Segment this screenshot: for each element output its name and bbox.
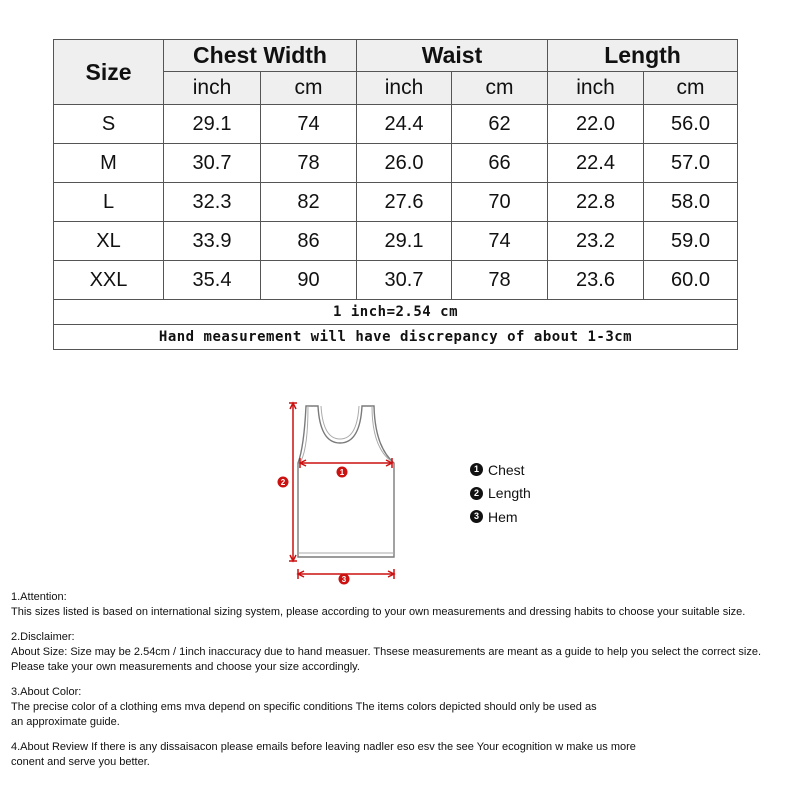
tank-top-outline [298,406,394,557]
header-size: Size [54,40,164,105]
conversion-row [54,300,738,325]
number-2-icon: 2 [470,487,483,500]
note-text: conent and serve you better. [11,756,150,768]
table-cell: 30.7 [164,144,261,183]
neckline-inner [321,406,359,439]
table-cell: 27.6 [357,183,452,222]
conversion-note: 1 inch=2.54 cm [54,300,738,325]
table-cell: 74 [261,105,357,144]
table-cell: 26.0 [357,144,452,183]
legend-label: Chest [488,461,525,478]
table-cell: 78 [261,144,357,183]
note-title: 1.Attention: [11,591,67,603]
unit-cell: cm [261,72,357,105]
discrepancy-note: Hand measurement will have discrepancy of about 1-3cm [54,325,738,350]
unit-cell: inch [164,72,261,105]
legend-label: Hem [488,508,518,525]
size-cell: XL [54,222,164,261]
unit-cell: cm [644,72,738,105]
note-text: The precise color of a clothing ems mva depend on specific conditions The items colors depicted should only be used as [11,701,597,713]
header-waist: Waist [357,40,548,72]
unit-cell: cm [452,72,548,105]
table-cell: 23.2 [548,222,644,261]
table-row [54,105,738,144]
table-cell: 60.0 [644,261,738,300]
table-cell: 30.7 [357,261,452,300]
table-cell: 56.0 [644,105,738,144]
table-row [54,144,738,183]
size-cell: L [54,183,164,222]
svg-text:1: 1 [339,468,345,477]
marker-1 [337,467,348,478]
legend-item-length [470,482,531,506]
table-cell: 32.3 [164,183,261,222]
table-cell: 78 [452,261,548,300]
table-cell: 29.1 [164,105,261,144]
number-1-icon: 1 [470,463,483,476]
table-cell: 62 [452,105,548,144]
table-cell: 22.0 [548,105,644,144]
size-cell: M [54,144,164,183]
notes-section [11,590,796,780]
header-length: Length [548,40,738,72]
table-cell: 58.0 [644,183,738,222]
table-row [54,222,738,261]
size-cell: S [54,105,164,144]
length-measure-line [289,403,297,561]
marker-3 [339,574,350,585]
table-cell: 22.4 [548,144,644,183]
note-title: 2.Disclaimer: [11,631,75,643]
table-row [54,261,738,300]
tank-top-diagram [270,395,410,590]
legend-item-chest [470,458,531,482]
note-text: This sizes listed is based on international sizing system, please according to your own measurements and dressing habits to choose your suitable size. [11,606,746,618]
table-row [54,183,738,222]
note-title: 3.About Color: [11,686,82,698]
note-about-review [11,740,796,770]
table-cell: 29.1 [357,222,452,261]
table-cell: 57.0 [644,144,738,183]
table-cell: 86 [261,222,357,261]
discrepancy-row [54,325,738,350]
header-chest-width: Chest Width [164,40,357,72]
measurement-legend [470,458,531,529]
table-cell: 33.9 [164,222,261,261]
note-text: About Size: Size may be 2.54cm / 1inch inaccuracy due to hand measuer. Thsese measurements are meant as a guide to help you select the correct size. [11,646,762,658]
note-about-color [11,685,796,730]
table-cell: 74 [452,222,548,261]
table-cell: 24.4 [357,105,452,144]
legend-label: Length [488,485,531,502]
header-row [54,40,738,72]
svg-text:2: 2 [280,478,286,487]
svg-text:3: 3 [341,575,347,584]
table-cell: 90 [261,261,357,300]
note-attention [11,590,796,620]
table-cell: 70 [452,183,548,222]
table-cell: 35.4 [164,261,261,300]
size-chart-table [53,39,738,350]
number-3-icon: 3 [470,510,483,523]
size-cell: XXL [54,261,164,300]
table-cell: 82 [261,183,357,222]
table-cell: 59.0 [644,222,738,261]
table-cell: 22.8 [548,183,644,222]
unit-cell: inch [357,72,452,105]
note-text: Please take your own measurements and choose your size accordingly. [11,661,360,673]
unit-cell: inch [548,72,644,105]
table-cell: 23.6 [548,261,644,300]
table-cell: 66 [452,144,548,183]
note-text: an approximate guide. [11,716,120,728]
marker-2 [278,477,289,488]
legend-item-hem [470,505,531,529]
note-disclaimer [11,630,796,675]
note-text: 4.About Review If there is any dissaisacon please emails before leaving nadler eso esv the see Your ecognition w make us more [11,741,636,753]
